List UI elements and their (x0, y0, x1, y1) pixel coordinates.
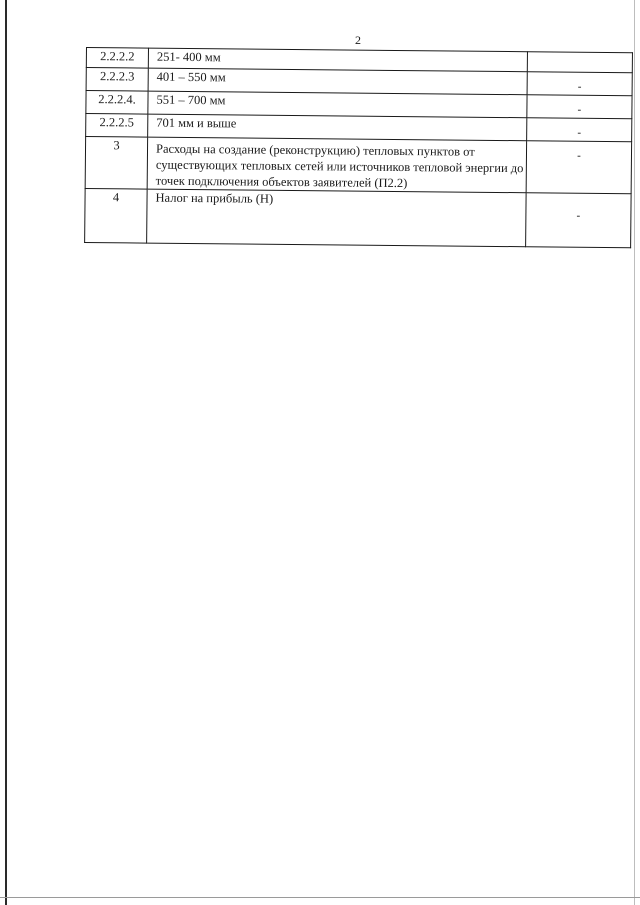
row-value (527, 118, 632, 142)
row-value-text: - (576, 209, 581, 222)
row-value (527, 52, 632, 73)
row-number: 4 (85, 188, 148, 243)
row-number: 2.2.2.4. (86, 91, 148, 115)
row-value (527, 72, 632, 96)
row-value-text: - (577, 103, 582, 116)
row-value-text: - (577, 126, 582, 139)
row-name: 701 мм и выше (148, 114, 527, 141)
page-edge-right (634, 0, 635, 905)
cost-table (84, 47, 633, 248)
row-number: 2.2.2.3 (86, 68, 148, 92)
table-row (85, 188, 631, 247)
page-number: 2 (355, 33, 361, 47)
row-name: 251- 400 мм (148, 48, 527, 72)
row-value-text: - (577, 149, 581, 162)
row-value (527, 95, 632, 119)
row-name: 401 – 550 мм (148, 68, 527, 95)
row-number: 2.2.2.2 (86, 48, 148, 69)
page-edge-bottom (0, 897, 640, 898)
table-row (85, 137, 631, 194)
page-edge-left (5, 0, 7, 905)
row-value (526, 141, 631, 194)
row-number: 3 (85, 137, 147, 190)
row-name: Расходы на создание (реконструкцию) тепловых пунктов от существующих тепловых сетей или источников тепловой энергии до точек подключения объектов заявителей (П2.2) (147, 137, 526, 193)
row-number: 2.2.2.5 (86, 114, 148, 138)
row-name: Налог на прибыль (Н) (147, 189, 527, 247)
row-value-text: - (577, 80, 582, 93)
row-name: 551 – 700 мм (148, 91, 527, 118)
row-value (526, 193, 632, 248)
